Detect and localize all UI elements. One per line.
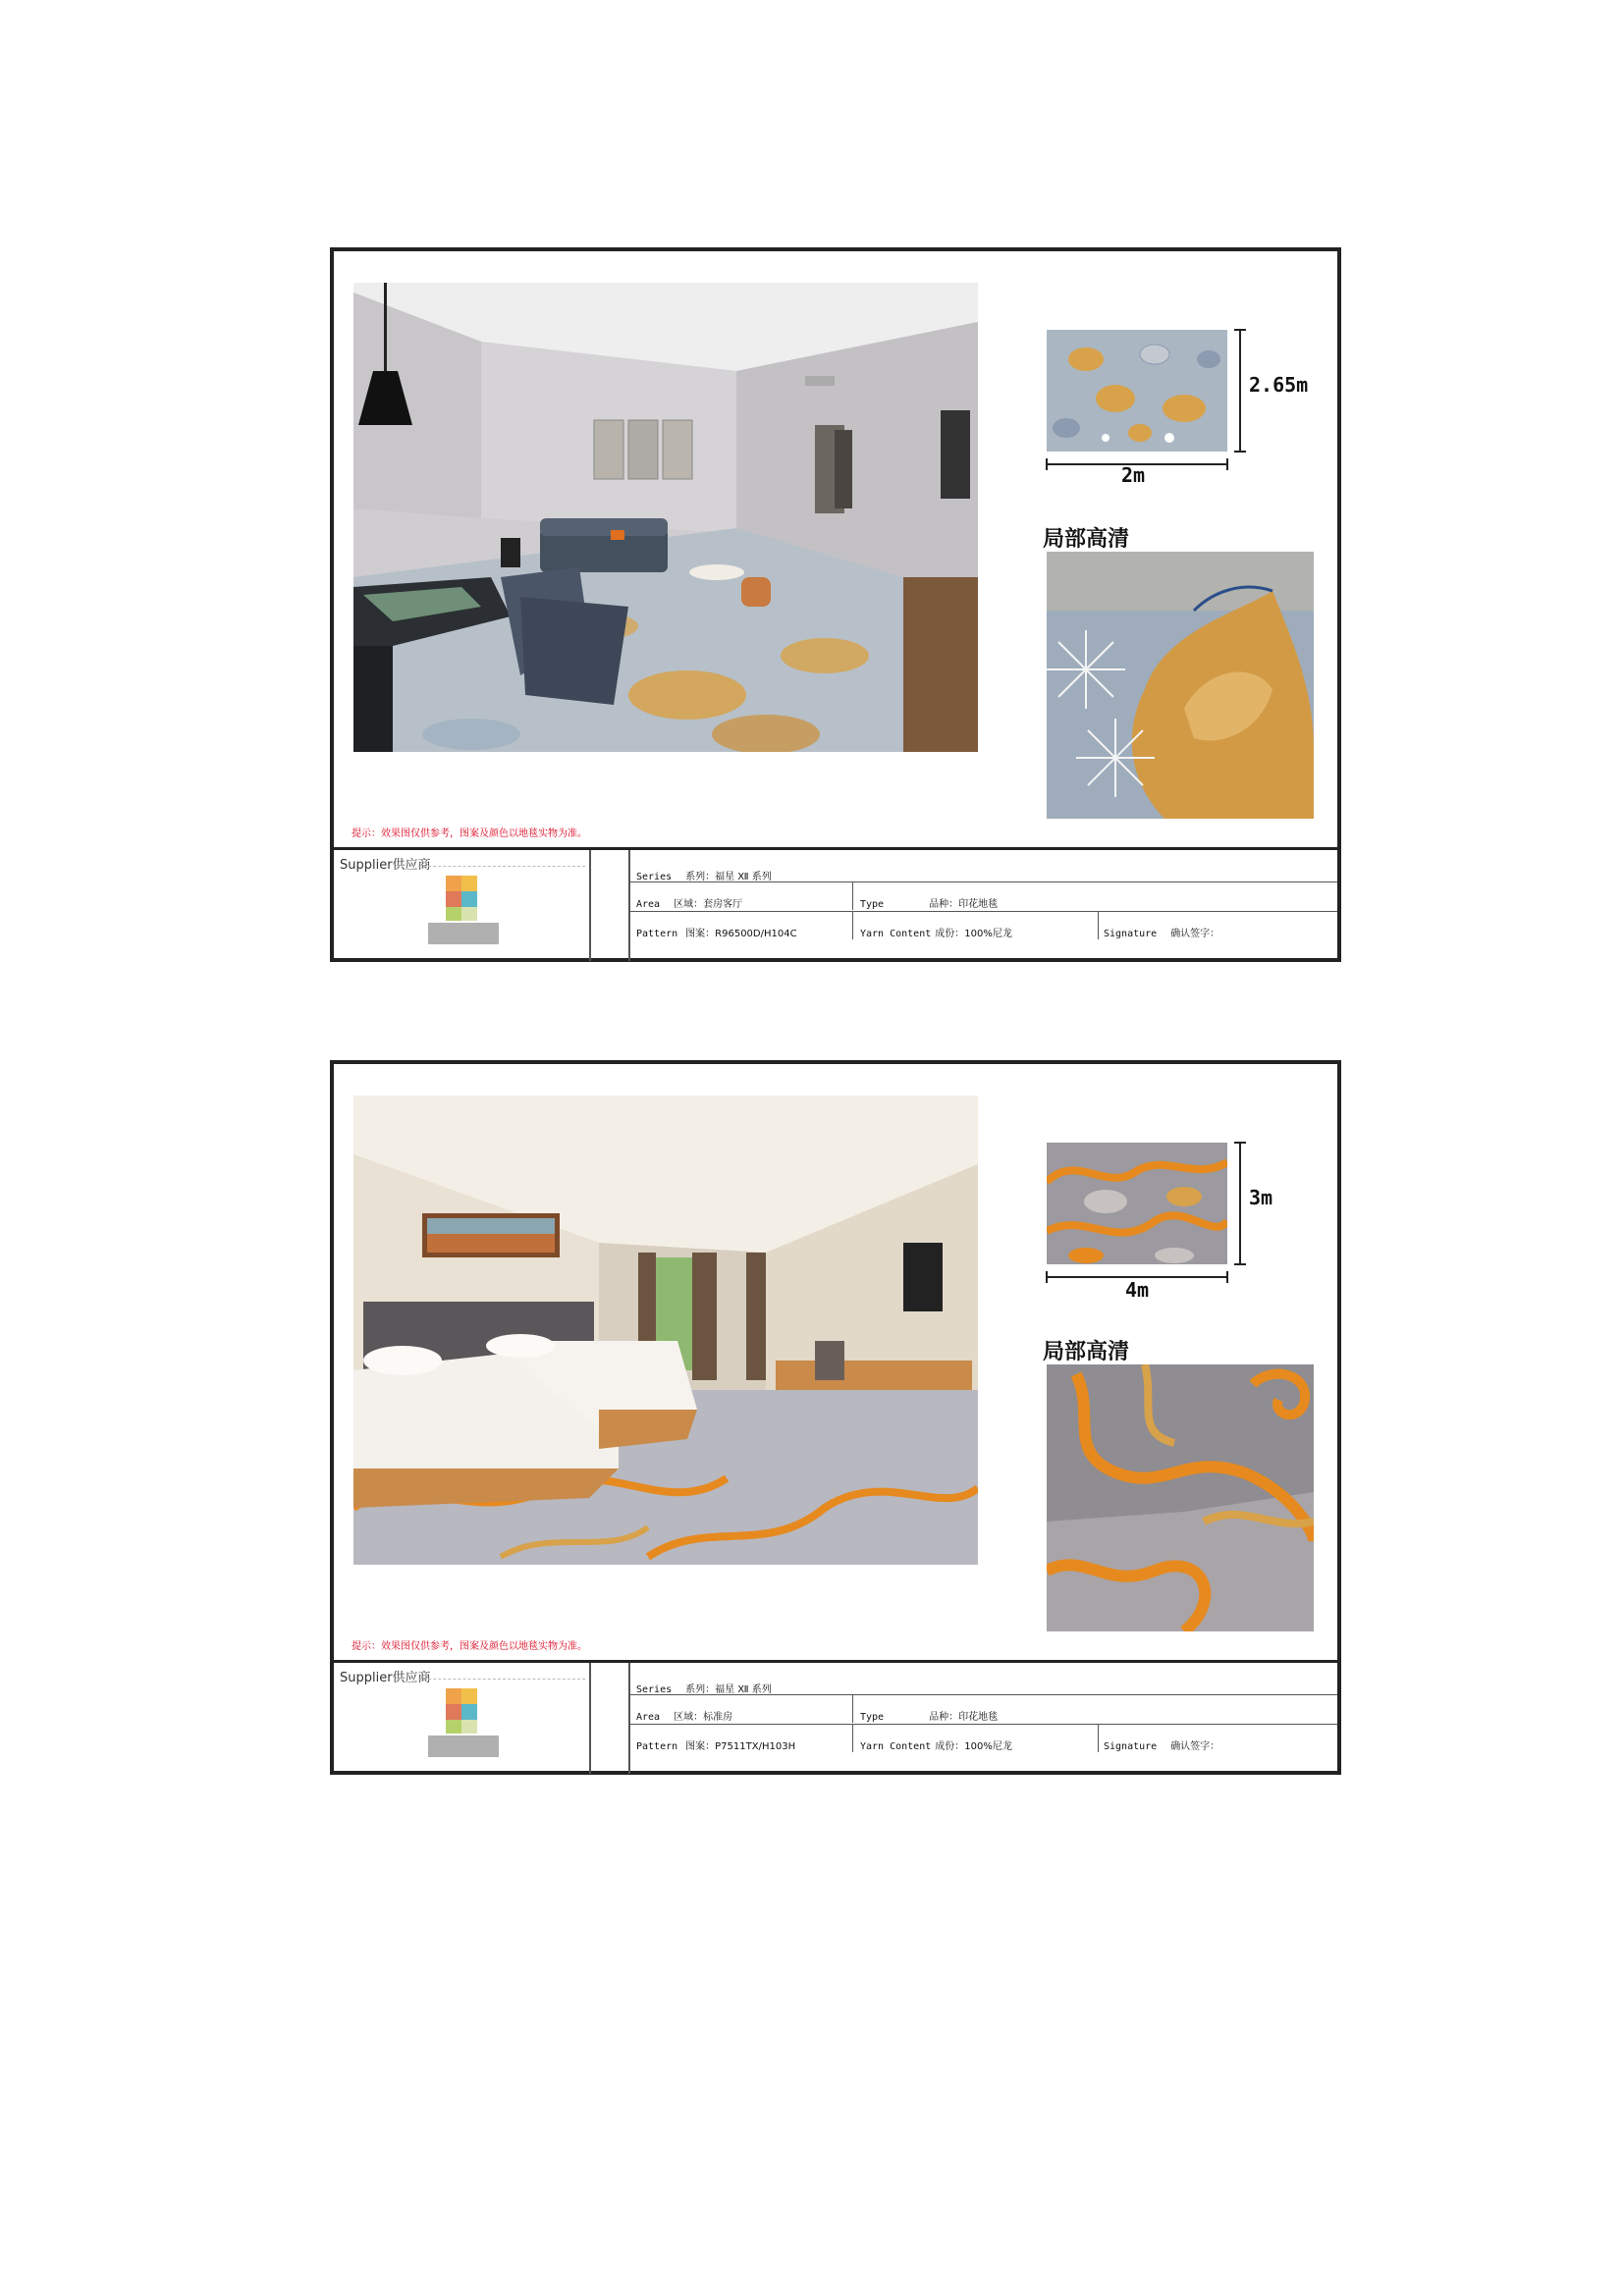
series-label: Series [636,1684,673,1695]
type-cell [860,1708,998,1723]
pattern-cell [636,925,797,939]
pattern-value: 图案：R96500D/H104C [685,929,797,939]
supplier-label: Supplier供应商 [340,1671,431,1685]
spec-sheet-1 [330,247,1341,962]
carpet-detail-pattern [1047,552,1314,819]
standard-twin-room-illustration [353,1095,978,1565]
type-label: Type [860,899,885,910]
cell-separator [852,1695,853,1723]
series-label: Series [636,872,673,882]
swatch-height-label: 2.65m [1249,373,1309,397]
suite-living-room-illustration [353,283,978,752]
signature-cell [1104,1737,1219,1752]
spec-sheet-2 [330,1060,1341,1775]
disclaimer-note: 提示：效果图仅供参考，图案及颜色以地毯实物为准。 [352,1641,587,1652]
series-cell [636,868,772,882]
cell-separator [852,1725,853,1752]
signature-cell [1104,925,1219,939]
signature-label: Signature [1104,1741,1158,1752]
room-render-image [353,283,978,752]
type-cell [860,895,998,910]
series-value: 系列：福星 Ⅻ 系列 [685,872,772,882]
disclaimer-note: 提示：效果图仅供参考，图案及颜色以地毯实物为准。 [352,828,587,839]
cell-separator [1098,912,1099,939]
area-value: 区域：标准房 [674,1712,733,1723]
area-cell [636,1708,732,1723]
type-value: 品种：印花地毯 [929,1712,999,1723]
yarn-cell [860,925,1012,939]
column-divider [628,1663,630,1774]
room-render-image [353,1095,978,1565]
pattern-label: Pattern [636,1741,678,1752]
yarn-value: 成份：100%尼龙 [935,929,1012,939]
signature-value: 确认签字： [1170,929,1220,939]
cell-separator [852,882,853,910]
cell-separator [1098,1725,1099,1752]
carpet-swatch-pattern [1047,1143,1227,1264]
pattern-cell [636,1737,795,1752]
supplier-blurred-text [418,1679,585,1680]
series-value: 系列：福星 Ⅻ 系列 [685,1684,772,1695]
swatch-height-label: 3m [1249,1186,1273,1209]
pattern-label: Pattern [636,929,678,939]
area-label: Area [636,899,661,910]
signature-label: Signature [1104,929,1158,939]
height-dimension-line [1239,330,1241,452]
carpet-swatch-pattern [1047,330,1227,452]
supplier-blurred-text [418,866,585,867]
supplier-label: Supplier供应商 [340,858,431,873]
detail-title: 局部高清 [1043,1340,1130,1364]
supplier-cell [334,1663,591,1774]
yarn-value: 成份：100%尼龙 [935,1741,1012,1752]
height-dimension-line [1239,1143,1241,1264]
pattern-value: 图案：P7511TX/H103H [685,1741,796,1752]
row-line-2 [630,1724,1337,1725]
swatch-width-label: 4m [1125,1278,1150,1302]
row-line-2 [630,911,1337,912]
area-value: 区域：套房客厅 [674,899,743,910]
info-table [334,847,1337,961]
column-divider [628,850,630,961]
yarn-label: Yarn Content [860,1741,932,1752]
supplier-logo-blurred [428,1688,499,1757]
carpet-detail-pattern [1047,1364,1314,1631]
series-cell [636,1681,772,1695]
info-table [334,1660,1337,1774]
carpet-swatch-image [1047,1143,1227,1264]
swatch-width-label: 2m [1121,463,1146,487]
supplier-cell [334,850,591,961]
carpet-detail-image [1047,1364,1314,1631]
supplier-logo-blurred [428,876,499,944]
area-label: Area [636,1712,661,1723]
area-cell [636,895,742,910]
carpet-detail-image [1047,552,1314,819]
type-value: 品种：印花地毯 [929,899,999,910]
signature-value: 确认签字： [1170,1741,1220,1752]
detail-title: 局部高清 [1043,527,1130,552]
cell-separator [852,912,853,939]
yarn-cell [860,1737,1012,1752]
type-label: Type [860,1712,885,1723]
yarn-label: Yarn Content [860,929,932,939]
carpet-swatch-image [1047,330,1227,452]
